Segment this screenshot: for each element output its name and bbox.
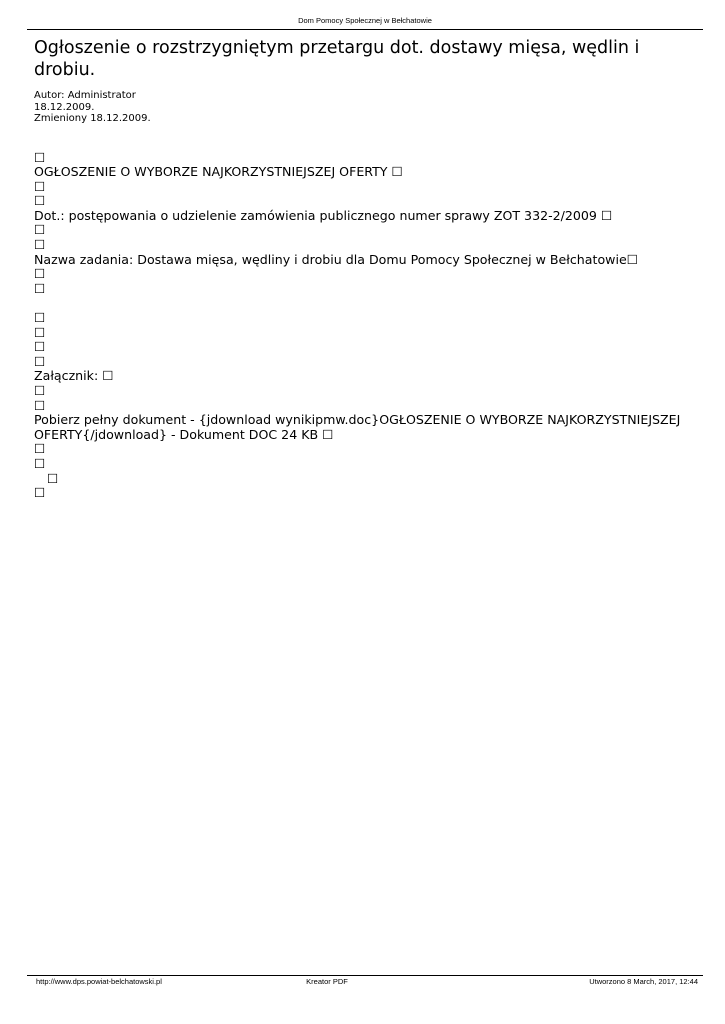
footer-generator: Kreator PDF xyxy=(306,977,348,986)
modified-date: Zmieniony 18.12.2009. xyxy=(34,113,151,124)
body-line: ☐ xyxy=(34,310,46,326)
footer-url[interactable]: http://www.dps.powiat-belchatowski.pl xyxy=(36,977,162,986)
body-line: ☐ xyxy=(34,455,46,471)
body-line: Nazwa zadania: Dostawa mięsa, wędliny i drobiu dla Domu Pomocy Społecznej w Bełchatowie☐ xyxy=(34,251,638,267)
article xyxy=(34,37,694,501)
site-name: Dom Pomocy Społecznej w Bełchatowie xyxy=(298,16,432,25)
author-line: Autor: Administrator xyxy=(34,90,136,101)
body-line: ☐ xyxy=(34,266,46,282)
body-line: ☐ xyxy=(34,353,46,369)
body-line: ☐ xyxy=(34,178,46,194)
attachment-label: Załącznik: ☐ xyxy=(34,368,114,384)
body-line xyxy=(34,296,694,311)
body-line: ☐ xyxy=(34,441,46,457)
body-line: ☐ xyxy=(34,397,46,413)
download-link[interactable]: Pobierz pełny dokument - {jdownload wynikipmw.doc}OGŁOSZENIE O WYBORZE NAJKORZYSTNIEJSZEJ OFERTY{/jdownload} - Dokument DOC 24 KB ☐ xyxy=(34,412,685,442)
page-footer xyxy=(27,975,703,988)
body-line: Dot.: postępowania o udzielenie zamówienia publicznego numer sprawy ZOT 332-2/2009 ☐ xyxy=(34,207,613,223)
body-line: ☐ xyxy=(47,470,59,486)
body-line: ☐ xyxy=(34,324,46,340)
page-header xyxy=(27,12,703,30)
publish-date: 18.12.2009. xyxy=(34,101,95,113)
body-line: ☐ xyxy=(34,339,46,355)
body-line: ☐ xyxy=(34,280,46,296)
body-line: ☐ xyxy=(34,222,46,238)
article-body xyxy=(34,151,694,501)
body-line: ☐ xyxy=(34,149,46,165)
article-meta xyxy=(34,90,694,125)
body-line: OGŁOSZENIE O WYBORZE NAJKORZYSTNIEJSZEJ OFERTY ☐ xyxy=(34,164,403,180)
footer-created: Utworzono 8 March, 2017, 12:44 xyxy=(589,977,698,986)
body-line: ☐ xyxy=(34,237,46,253)
body-line: ☐ xyxy=(34,383,46,398)
body-line: ☐ xyxy=(34,193,46,209)
body-line: ☐ xyxy=(34,485,46,501)
article-title: Ogłoszenie o rozstrzygniętym przetargu dot. dostawy mięsa, wędlin i drobiu. xyxy=(34,38,640,80)
